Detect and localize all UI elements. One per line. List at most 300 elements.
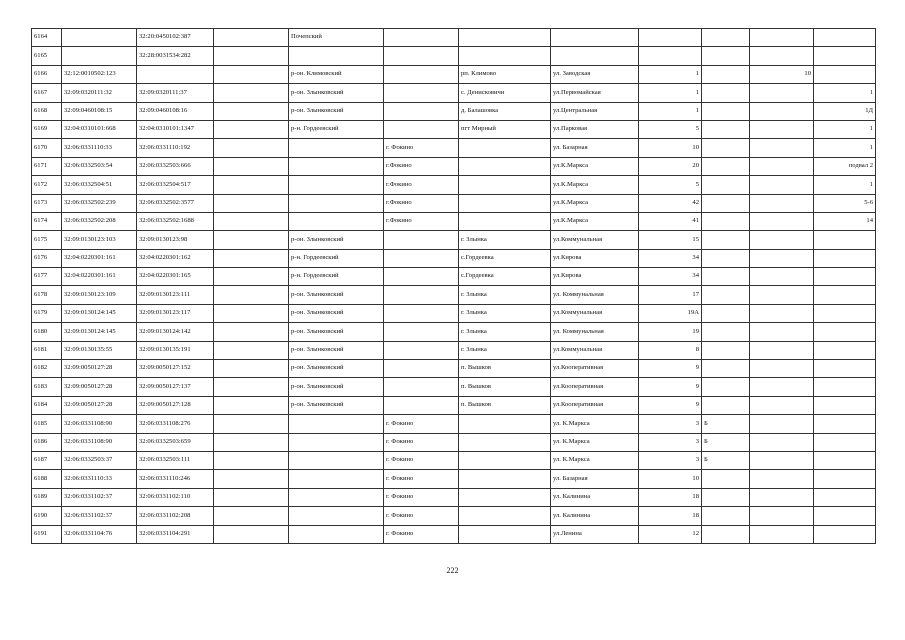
cell-district: р-он. Злынковский (289, 360, 384, 378)
cell-extra (750, 194, 814, 212)
cell-district (289, 139, 384, 157)
cell-apartment: 1 (814, 120, 876, 138)
cell-extra (750, 396, 814, 414)
cell-row-number: 6176 (32, 249, 62, 267)
cell-city (384, 29, 459, 47)
cell-row-number: 6169 (32, 120, 62, 138)
cell-letter (702, 488, 750, 506)
cell-apartment: 1 (814, 176, 876, 194)
cell-col-4 (214, 341, 289, 359)
cell-city (384, 249, 459, 267)
cell-house-number: 8 (639, 341, 702, 359)
cell-apartment: 14 (814, 212, 876, 230)
cell-cadastral-object: 32:06:0331104:291 (137, 525, 214, 543)
cell-cadastral-object: 32:09:0130123:111 (137, 286, 214, 304)
cell-col-4 (214, 360, 289, 378)
cell-street: ул. Коммунальная (551, 323, 639, 341)
cell-cadastral-parcel: 32:06:0332503:54 (62, 157, 137, 175)
table-row (32, 286, 876, 304)
table-row (32, 157, 876, 175)
cell-letter (702, 268, 750, 286)
cell-cadastral-parcel: 32:09:0050127:28 (62, 378, 137, 396)
cell-row-number: 6183 (32, 378, 62, 396)
cell-extra (750, 378, 814, 396)
cell-settlement (459, 470, 551, 488)
cell-cadastral-object: 32:09:0130123:117 (137, 304, 214, 322)
cell-row-number: 6185 (32, 415, 62, 433)
cell-extra (750, 249, 814, 267)
table-row (32, 378, 876, 396)
cell-district (289, 194, 384, 212)
cell-house-number: 19А (639, 304, 702, 322)
cell-extra (750, 120, 814, 138)
cell-street: ул.К.Маркса (551, 176, 639, 194)
cell-apartment (814, 378, 876, 396)
cell-settlement: г. Злынка (459, 323, 551, 341)
table-row (32, 451, 876, 469)
cell-letter (702, 507, 750, 525)
cell-settlement (459, 525, 551, 543)
cell-col-4 (214, 65, 289, 83)
cell-extra (750, 341, 814, 359)
cell-apartment: 1Д (814, 102, 876, 120)
cell-cadastral-object: 32:09:0050127:137 (137, 378, 214, 396)
cell-letter (702, 249, 750, 267)
table-row (32, 360, 876, 378)
cell-apartment (814, 65, 876, 83)
cell-district (289, 470, 384, 488)
cell-house-number: 34 (639, 268, 702, 286)
cell-street: ул. Калинина (551, 507, 639, 525)
cell-street: ул.Коммунальная (551, 341, 639, 359)
cell-col-4 (214, 304, 289, 322)
cell-settlement: г. Злынка (459, 286, 551, 304)
cell-col-4 (214, 378, 289, 396)
cell-district (289, 433, 384, 451)
table-row (32, 304, 876, 322)
cell-row-number: 6180 (32, 323, 62, 341)
cell-city (384, 396, 459, 414)
cell-apartment (814, 470, 876, 488)
cell-extra (750, 507, 814, 525)
cell-extra (750, 360, 814, 378)
cell-street: ул.К.Маркса (551, 157, 639, 175)
cell-street: ул. Базарная (551, 139, 639, 157)
cell-letter (702, 378, 750, 396)
cell-street: ул. К.Маркса (551, 433, 639, 451)
cell-col-4 (214, 212, 289, 230)
cell-col-4 (214, 47, 289, 65)
cell-settlement (459, 139, 551, 157)
cell-col-4 (214, 433, 289, 451)
cell-cadastral-parcel: 32:06:0331110:33 (62, 139, 137, 157)
cell-city: г. Фокино (384, 451, 459, 469)
cell-cadastral-parcel: 32:09:0130135:55 (62, 341, 137, 359)
cell-letter (702, 47, 750, 65)
cell-extra (750, 286, 814, 304)
cell-col-4 (214, 194, 289, 212)
cell-row-number: 6190 (32, 507, 62, 525)
cell-settlement (459, 157, 551, 175)
cell-street: ул.Кооперативная (551, 360, 639, 378)
cell-house-number: 9 (639, 396, 702, 414)
cell-row-number: 6164 (32, 29, 62, 47)
cell-city (384, 341, 459, 359)
cell-col-4 (214, 139, 289, 157)
cell-cadastral-parcel: 32:09:0050127:28 (62, 360, 137, 378)
cell-extra (750, 176, 814, 194)
cell-row-number: 6175 (32, 231, 62, 249)
cell-extra (750, 451, 814, 469)
cell-settlement (459, 507, 551, 525)
cell-cadastral-object: 32:06:0332503:659 (137, 433, 214, 451)
cell-cadastral-parcel: 32:04:0220301:161 (62, 249, 137, 267)
cell-district (289, 415, 384, 433)
cell-settlement: п. Вышков (459, 360, 551, 378)
cell-house-number: 18 (639, 488, 702, 506)
cell-house-number: 5 (639, 120, 702, 138)
cell-house-number: 10 (639, 470, 702, 488)
cell-city (384, 65, 459, 83)
cell-district (289, 507, 384, 525)
cell-row-number: 6182 (32, 360, 62, 378)
cell-settlement (459, 47, 551, 65)
cell-city: г. Фокино (384, 433, 459, 451)
cell-row-number: 6170 (32, 139, 62, 157)
cell-street: ул.Коммунальная (551, 304, 639, 322)
cell-cadastral-parcel: 32:06:0331108:90 (62, 415, 137, 433)
cell-city (384, 378, 459, 396)
cell-apartment: 1 (814, 139, 876, 157)
cell-cadastral-object (137, 65, 214, 83)
table-row (32, 323, 876, 341)
cell-settlement (459, 212, 551, 230)
cell-house-number: 5 (639, 176, 702, 194)
cell-row-number: 6184 (32, 396, 62, 414)
cell-street: ул. Базарная (551, 470, 639, 488)
cell-district (289, 451, 384, 469)
cell-col-4 (214, 507, 289, 525)
cell-apartment (814, 268, 876, 286)
cell-row-number: 6179 (32, 304, 62, 322)
cell-settlement: с.Гордеевка (459, 249, 551, 267)
cell-row-number: 6173 (32, 194, 62, 212)
cell-settlement: п. Вышков (459, 378, 551, 396)
cell-district: р-он. Злынковский (289, 102, 384, 120)
cell-cadastral-parcel: 32:06:0331110:33 (62, 470, 137, 488)
cell-street: ул. Калинина (551, 488, 639, 506)
cell-street: ул.Кирова (551, 249, 639, 267)
cell-district: р-н. Гордеевский (289, 249, 384, 267)
cell-district: р-он. Злынковский (289, 231, 384, 249)
cell-apartment: подвал 2 (814, 157, 876, 175)
cell-city (384, 323, 459, 341)
page-number: 222 (446, 566, 459, 575)
cell-city: г. Фокино (384, 525, 459, 543)
cell-settlement: с. Денисковичи (459, 84, 551, 102)
cell-cadastral-parcel: 32:06:0332502:239 (62, 194, 137, 212)
cell-district: р-он. Злынковский (289, 84, 384, 102)
cell-house-number: 3 (639, 433, 702, 451)
cell-extra (750, 323, 814, 341)
cell-col-4 (214, 286, 289, 304)
cell-settlement: п. Вышков (459, 396, 551, 414)
cell-cadastral-object: 32:06:0332502:1688 (137, 212, 214, 230)
cell-house-number: 1 (639, 102, 702, 120)
cell-letter (702, 102, 750, 120)
cell-cadastral-object: 32:04:0220301:162 (137, 249, 214, 267)
table-row (32, 139, 876, 157)
cell-house-number: 20 (639, 157, 702, 175)
cell-city (384, 120, 459, 138)
cell-cadastral-object: 32:04:0310101:1347 (137, 120, 214, 138)
cell-house-number: 9 (639, 360, 702, 378)
cell-extra (750, 525, 814, 543)
table-row (32, 268, 876, 286)
cell-cadastral-object: 32:06:0332503:666 (137, 157, 214, 175)
cell-letter (702, 525, 750, 543)
cell-settlement: с.Гордеевка (459, 268, 551, 286)
cell-street (551, 47, 639, 65)
cell-house-number: 41 (639, 212, 702, 230)
cell-street: ул.Кооперативная (551, 378, 639, 396)
cell-extra (750, 84, 814, 102)
cell-apartment (814, 29, 876, 47)
cell-apartment (814, 341, 876, 359)
cell-house-number: 15 (639, 231, 702, 249)
cell-row-number: 6168 (32, 102, 62, 120)
cell-row-number: 6171 (32, 157, 62, 175)
cell-street: ул.Кирова (551, 268, 639, 286)
cell-col-4 (214, 415, 289, 433)
cell-city: г.Фокино (384, 212, 459, 230)
cell-cadastral-object: 32:28:0031534:282 (137, 47, 214, 65)
cell-city: г. Фокино (384, 507, 459, 525)
cell-apartment (814, 47, 876, 65)
cell-district (289, 488, 384, 506)
cell-street (551, 29, 639, 47)
cell-settlement (459, 488, 551, 506)
cell-apartment (814, 249, 876, 267)
cell-col-4 (214, 268, 289, 286)
cell-letter (702, 323, 750, 341)
cell-extra (750, 470, 814, 488)
cell-extra (750, 139, 814, 157)
cell-district: р-он. Злынковский (289, 396, 384, 414)
cell-apartment (814, 304, 876, 322)
cell-cadastral-parcel: 32:06:0331108:90 (62, 433, 137, 451)
cell-house-number: 10 (639, 139, 702, 157)
cell-apartment (814, 415, 876, 433)
cell-district: р-он. Злынковский (289, 304, 384, 322)
cell-col-4 (214, 157, 289, 175)
cell-house-number: 12 (639, 525, 702, 543)
cell-street: ул.Кооперативная (551, 396, 639, 414)
cell-col-4 (214, 231, 289, 249)
cell-street: ул. К.Маркса (551, 415, 639, 433)
table-row (32, 84, 876, 102)
table-row (32, 194, 876, 212)
cell-city: г.Фокино (384, 157, 459, 175)
cell-row-number: 6187 (32, 451, 62, 469)
cell-cadastral-parcel (62, 29, 137, 47)
cell-cadastral-parcel: 32:06:0332502:208 (62, 212, 137, 230)
table-row (32, 176, 876, 194)
cell-col-4 (214, 323, 289, 341)
cell-district (289, 47, 384, 65)
table-row (32, 29, 876, 47)
cell-street: ул. Заводская (551, 65, 639, 83)
table-row (32, 341, 876, 359)
cell-cadastral-object: 32:06:0331108:276 (137, 415, 214, 433)
cell-settlement (459, 433, 551, 451)
cell-apartment (814, 286, 876, 304)
cell-extra (750, 304, 814, 322)
cell-district (289, 176, 384, 194)
cell-cadastral-object: 32:09:0130123:98 (137, 231, 214, 249)
cell-house-number: 18 (639, 507, 702, 525)
cell-cadastral-parcel: 32:06:0331102:37 (62, 507, 137, 525)
cell-letter (702, 341, 750, 359)
cell-letter (702, 212, 750, 230)
table-row (32, 415, 876, 433)
cell-house-number: 9 (639, 378, 702, 396)
cell-cadastral-parcel: 32:09:0320111:32 (62, 84, 137, 102)
cell-cadastral-object: 32:09:0460108:16 (137, 102, 214, 120)
cell-settlement: г. Злынка (459, 341, 551, 359)
cell-city (384, 102, 459, 120)
cell-letter (702, 194, 750, 212)
cell-house-number: 42 (639, 194, 702, 212)
cell-house-number (639, 47, 702, 65)
cell-house-number: 1 (639, 84, 702, 102)
cell-cadastral-parcel: 32:06:0332503:37 (62, 451, 137, 469)
cell-district: р-н. Гордеевский (289, 120, 384, 138)
cell-district (289, 212, 384, 230)
table-row (32, 120, 876, 138)
cell-letter (702, 176, 750, 194)
cell-district (289, 525, 384, 543)
cell-city (384, 268, 459, 286)
table-row (32, 525, 876, 543)
cell-street: ул.Коммунальная (551, 231, 639, 249)
cell-street: ул.К.Маркса (551, 194, 639, 212)
cell-col-4 (214, 470, 289, 488)
cell-row-number: 6166 (32, 65, 62, 83)
cell-settlement (459, 176, 551, 194)
table-row (32, 396, 876, 414)
cell-district: Почепский (289, 29, 384, 47)
cell-extra (750, 488, 814, 506)
cell-letter (702, 29, 750, 47)
cell-settlement (459, 29, 551, 47)
cell-cadastral-parcel: 32:12:0010502:123 (62, 65, 137, 83)
cell-city: г. Фокино (384, 139, 459, 157)
cell-district: р-он. Злынковский (289, 378, 384, 396)
cell-cadastral-parcel: 32:04:0220301:161 (62, 268, 137, 286)
cell-cadastral-object: 32:09:0130124:142 (137, 323, 214, 341)
table-row (32, 488, 876, 506)
cell-cadastral-object: 32:06:0332503:111 (137, 451, 214, 469)
cell-district: р-н. Гордеевский (289, 268, 384, 286)
cell-city (384, 360, 459, 378)
cell-district (289, 157, 384, 175)
cell-house-number: 3 (639, 415, 702, 433)
cell-cadastral-object: 32:06:0331110:192 (137, 139, 214, 157)
cell-district: р-он. Злынковский (289, 286, 384, 304)
cell-settlement: г. Злынка (459, 231, 551, 249)
cell-city: г.Фокино (384, 194, 459, 212)
cell-apartment (814, 396, 876, 414)
cell-letter (702, 360, 750, 378)
table-body (32, 29, 876, 544)
cell-district: р-он. Злынковский (289, 341, 384, 359)
cell-letter (702, 470, 750, 488)
cell-letter (702, 157, 750, 175)
cell-cadastral-parcel: 32:06:0332504:51 (62, 176, 137, 194)
cell-row-number: 6165 (32, 47, 62, 65)
cell-letter (702, 396, 750, 414)
cell-settlement (459, 194, 551, 212)
cell-settlement: пгт Мирный (459, 120, 551, 138)
cell-extra (750, 433, 814, 451)
cell-house-number: 3 (639, 451, 702, 469)
cell-settlement (459, 415, 551, 433)
cell-apartment (814, 525, 876, 543)
cell-house-number: 1 (639, 65, 702, 83)
cell-street: ул.Парковая (551, 120, 639, 138)
cell-letter (702, 65, 750, 83)
cell-letter (702, 231, 750, 249)
cell-letter (702, 120, 750, 138)
cell-cadastral-object: 32:06:0331102:208 (137, 507, 214, 525)
cell-letter (702, 286, 750, 304)
cell-col-4 (214, 488, 289, 506)
cell-cadastral-object: 32:04:0220301:165 (137, 268, 214, 286)
cell-extra (750, 102, 814, 120)
cell-city (384, 231, 459, 249)
cell-col-4 (214, 29, 289, 47)
cell-cadastral-object: 32:06:0332502:3577 (137, 194, 214, 212)
cell-extra (750, 231, 814, 249)
cell-settlement: д. Балашовка (459, 102, 551, 120)
cell-cadastral-object: 32:06:0332504:517 (137, 176, 214, 194)
cell-cadastral-object: 32:09:0050127:128 (137, 396, 214, 414)
cell-street: ул.К.Маркса (551, 212, 639, 230)
cell-row-number: 6181 (32, 341, 62, 359)
cell-letter (702, 84, 750, 102)
cell-apartment (814, 433, 876, 451)
table-row (32, 249, 876, 267)
cell-city: г. Фокино (384, 488, 459, 506)
cell-city (384, 47, 459, 65)
cell-apartment (814, 360, 876, 378)
cell-apartment (814, 507, 876, 525)
cell-cadastral-object: 32:09:0130135:191 (137, 341, 214, 359)
cell-cadastral-object: 32:06:0331102:110 (137, 488, 214, 506)
table-row (32, 65, 876, 83)
cell-apartment (814, 451, 876, 469)
cell-cadastral-parcel: 32:09:0460108:15 (62, 102, 137, 120)
cell-apartment (814, 231, 876, 249)
cell-cadastral-parcel: 32:09:0130123:103 (62, 231, 137, 249)
cell-house-number: 34 (639, 249, 702, 267)
cell-col-4 (214, 451, 289, 469)
cell-row-number: 6178 (32, 286, 62, 304)
cell-extra (750, 29, 814, 47)
cell-letter: Б (702, 415, 750, 433)
table-row (32, 102, 876, 120)
